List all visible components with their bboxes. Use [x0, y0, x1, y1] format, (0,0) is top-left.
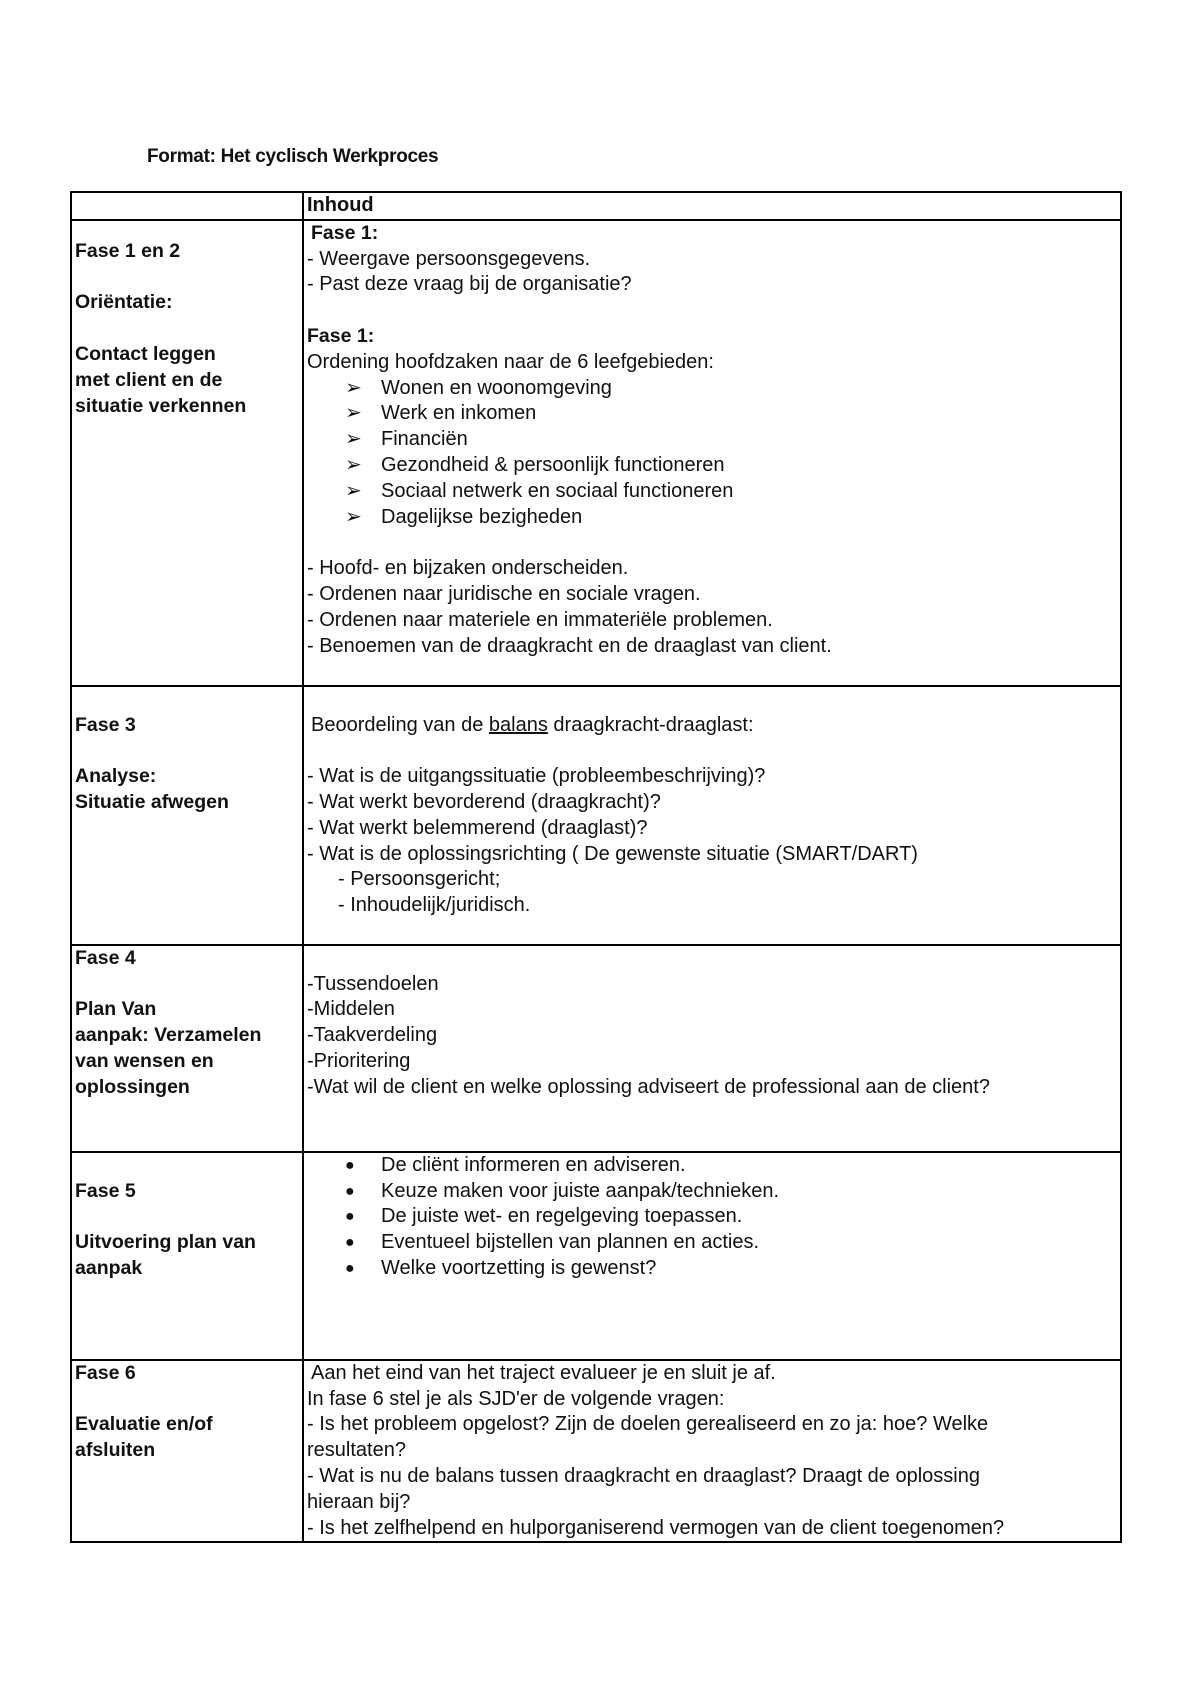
- phase-description: aanpak: [75, 1256, 143, 1279]
- phase-name: Analyse:: [75, 765, 157, 788]
- page-title: Format: Het cyclisch Werkproces: [147, 146, 439, 167]
- phase-label-cell: [71, 1152, 303, 1360]
- phase-content-cell: [303, 686, 1121, 945]
- content-line: -Tussendoelen: [307, 972, 439, 995]
- list-item: ● De juiste wet- en regelgeving toepassen.: [307, 1204, 1120, 1230]
- content-line: In fase 6 stel je als SJD'er de volgende vragen:: [307, 1387, 725, 1410]
- list-item: ➢ Wonen en woonomgeving: [307, 376, 1120, 402]
- phase-label-cell: [71, 686, 303, 945]
- content-line: - Wat is de uitgangssituatie (probleembeschrijving)?: [307, 765, 766, 788]
- content-heading: Fase 1:: [307, 324, 375, 347]
- list-item: ● Welke voortzetting is gewenst?: [307, 1256, 1120, 1282]
- content-line: - Wat werkt bevorderend (draagkracht)?: [307, 790, 661, 813]
- header-cell-left: [71, 192, 303, 220]
- phase-content-cell: [303, 1360, 1121, 1543]
- content-sub-line: - Persoonsgericht;: [338, 868, 501, 891]
- phase-content-cell: [303, 220, 1121, 686]
- content-line: hieraan bij?: [307, 1490, 411, 1513]
- header-cell-inhoud: Inhoud: [303, 192, 1121, 220]
- list-item: ➢ Sociaal netwerk en sociaal functioneren: [307, 479, 1120, 505]
- content-line: -Prioritering: [307, 1049, 411, 1072]
- phase-number: Fase 3: [75, 713, 136, 736]
- table-row-fase-6: [71, 1360, 1121, 1543]
- phase-name: Plan Van: [75, 998, 157, 1021]
- dot-bullet-icon: ●: [345, 1156, 355, 1174]
- list-item: ➢ Gezondheid & persoonlijk functioneren: [307, 453, 1120, 479]
- dot-bullet-icon: ●: [345, 1182, 355, 1200]
- content-line: - Weergave persoonsgegevens.: [307, 247, 591, 270]
- content-line: - Is het zelfhelpend en hulporganiserend vermogen van de client toegenomen?: [307, 1516, 1005, 1539]
- phase-label-cell: [71, 1360, 303, 1543]
- arrow-bullet-icon: ➢: [345, 505, 362, 528]
- phase-content-cell: [303, 945, 1121, 1152]
- werkproces-table: [70, 191, 1122, 1543]
- list-item: ● Keuze maken voor juiste aanpak/technieken.: [307, 1179, 1120, 1205]
- content-line: - Wat werkt belemmerend (draaglast)?: [307, 816, 648, 839]
- arrow-bullet-icon: ➢: [345, 479, 362, 502]
- phase-name: Oriëntatie:: [75, 291, 173, 314]
- phase-description: met client en de: [75, 368, 223, 391]
- content-line: -Taakverdeling: [307, 1024, 438, 1047]
- content-line: - Wat is de oplossingsrichting ( De gewenste situatie (SMART/DART): [307, 842, 918, 865]
- phase-number: Fase 5: [75, 1179, 136, 1202]
- phase-description: oplossingen: [75, 1075, 190, 1098]
- phase-description: aanpak: Verzamelen: [75, 1024, 262, 1047]
- list-item: ➢ Dagelijkse bezigheden: [307, 505, 1120, 531]
- phase-description: Contact leggen: [75, 342, 216, 365]
- content-line: -Middelen: [307, 998, 395, 1021]
- list-item: ● De cliënt informeren en adviseren.: [307, 1153, 1120, 1179]
- phase-description: situatie verkennen: [75, 394, 247, 417]
- phase-number: Fase 6: [75, 1361, 136, 1384]
- content-sub-line: - Inhoudelijk/juridisch.: [338, 894, 531, 917]
- content-heading: Fase 1:: [311, 221, 379, 244]
- dot-bullet-icon: ●: [345, 1208, 355, 1226]
- phase-label-cell: [71, 945, 303, 1152]
- table-row-fase-4: [71, 945, 1121, 1152]
- list-item: ● Eventueel bijstellen van plannen en acties.: [307, 1230, 1120, 1256]
- arrow-bullet-icon: ➢: [345, 428, 362, 451]
- phase-name: Uitvoering plan van: [75, 1231, 256, 1254]
- table-row-fase-3: [71, 686, 1121, 945]
- list-item: ➢ Financiën: [307, 427, 1120, 453]
- content-line: - Ordenen naar juridische en sociale vragen.: [307, 582, 701, 605]
- dot-bullet-icon: ●: [345, 1259, 355, 1277]
- list-item: ➢ Werk en inkomen: [307, 401, 1120, 427]
- phase-description: van wensen en: [75, 1049, 214, 1072]
- phase-description: Situatie afwegen: [75, 790, 229, 813]
- phase-number: Fase 4: [75, 946, 136, 969]
- arrow-bullet-icon: ➢: [345, 453, 362, 476]
- arrow-bullet-icon: ➢: [345, 376, 362, 399]
- phase-label-cell: [71, 220, 303, 686]
- phase-number: Fase 1 en 2: [75, 239, 181, 262]
- dot-bullet-icon: ●: [345, 1234, 355, 1252]
- phase-description: afsluiten: [75, 1439, 156, 1462]
- table-row-fase-1-2: [71, 220, 1121, 686]
- content-line: - Is het probleem opgelost? Zijn de doelen gerealiseerd en zo ja: hoe? Welke: [307, 1413, 989, 1436]
- arrow-bullet-icon: ➢: [345, 402, 362, 425]
- content-intro: Ordening hoofdzaken naar de 6 leefgebieden:: [307, 350, 714, 373]
- table-row-fase-5: [71, 1152, 1121, 1360]
- content-line: Aan het eind van het traject evalueer je en sluit je af.: [311, 1361, 776, 1384]
- content-line: - Past deze vraag bij de organisatie?: [307, 273, 632, 296]
- content-line: - Ordenen naar materiele en immateriële problemen.: [307, 608, 773, 631]
- content-line: - Benoemen van de draagkracht en de draaglast van client.: [307, 634, 832, 657]
- content-line: - Hoofd- en bijzaken onderscheiden.: [307, 557, 629, 580]
- table-header-row: [71, 192, 1121, 220]
- phase-content-cell: [303, 1152, 1121, 1360]
- content-line: resultaten?: [307, 1439, 406, 1462]
- phase-name: Evaluatie en/of: [75, 1413, 213, 1436]
- content-line: -Wat wil de client en welke oplossing adviseert de professional aan de client?: [307, 1075, 990, 1098]
- content-intro: Beoordeling van de balans draagkracht-draaglast:: [311, 713, 754, 736]
- content-line: - Wat is nu de balans tussen draagkracht en draaglast? Draagt de oplossing: [307, 1464, 980, 1487]
